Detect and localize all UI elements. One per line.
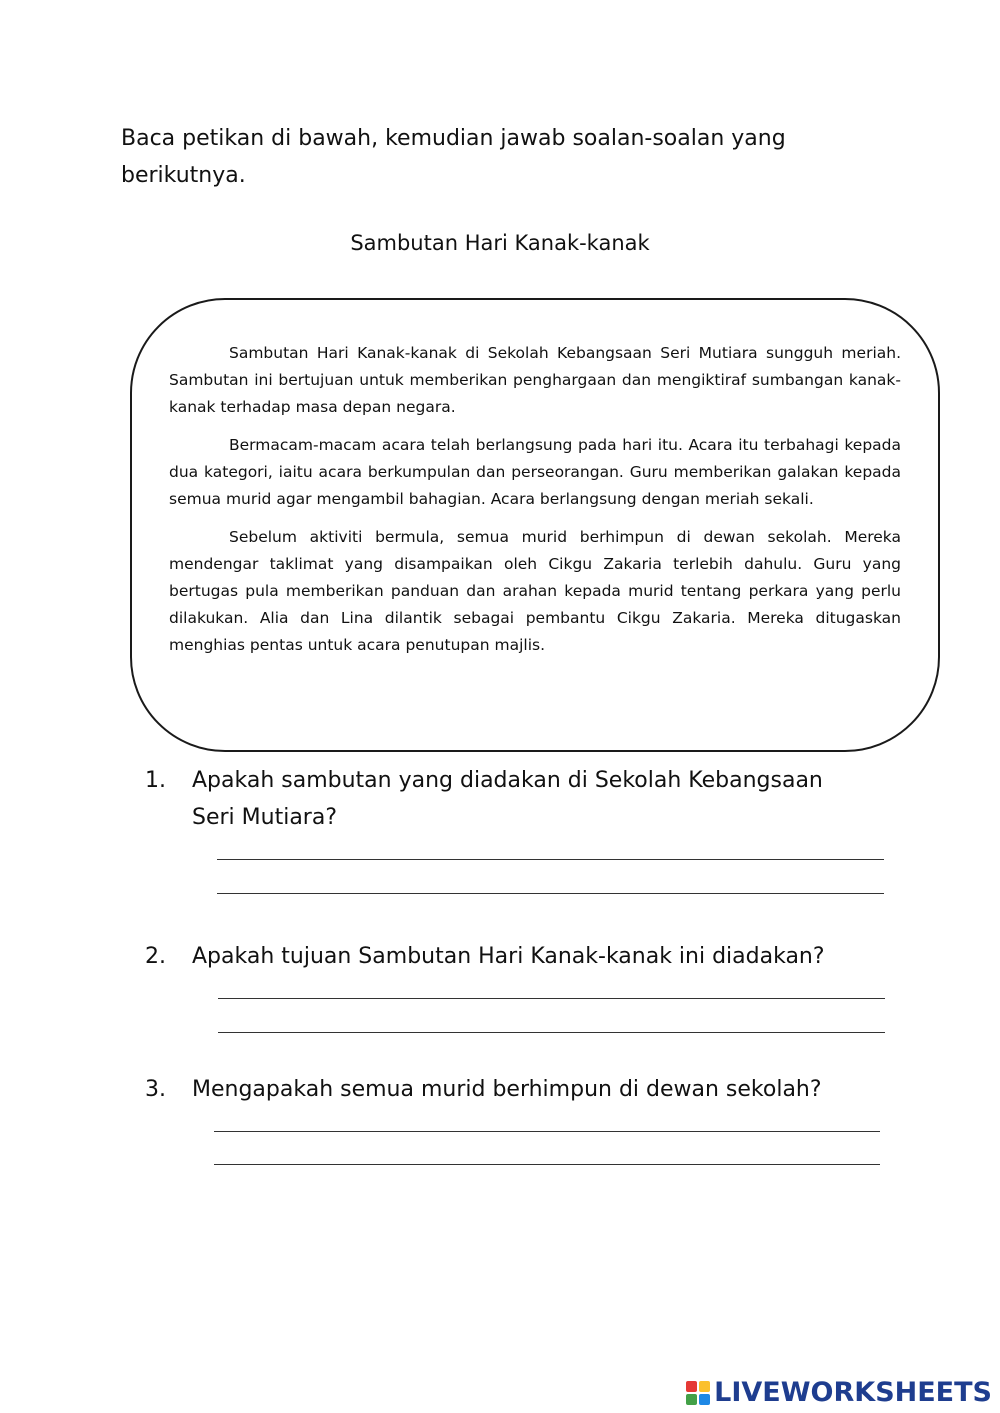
- question-number: 1.: [145, 768, 166, 793]
- passage-paragraph-1: Sambutan Hari Kanak-kanak di Sekolah Kebangsaan Seri Mutiara sungguh meriah. Sambutan ini bertujuan untuk memberikan penghargaan dan mengiktiraf sumbangan kanak-kanak terhadap masa depan negara.: [169, 344, 901, 416]
- passage-paragraph-3: Sebelum aktiviti bermula, semua murid berhimpun di dewan sekolah. Mereka mendengar taklimat yang disampaikan oleh Cikgu Zakaria terlebih dahulu. Guru yang bertugas pula memberikan panduan dan arahan kepada murid tentang perkara yang perlu dilakukan. Alia dan Lina dilantik sebagai pembantu Cikgu Zakaria. Mereka ditugaskan menghias pentas untuk acara penutupan majlis.: [169, 528, 901, 654]
- logo-text: LIVEWORKSHEETS: [714, 1377, 992, 1408]
- answer-line-2b[interactable]: [218, 1032, 885, 1033]
- answer-line-1a[interactable]: [217, 859, 884, 860]
- question-text: Apakah tujuan Sambutan Hari Kanak-kanak ini diadakan?: [192, 944, 825, 969]
- answer-line-1b[interactable]: [217, 893, 884, 894]
- question-text: Mengapakah semua murid berhimpun di dewan sekolah?: [192, 1077, 822, 1102]
- answer-line-2a[interactable]: [218, 998, 885, 999]
- question-3: [145, 1071, 905, 1108]
- question-number: 3.: [145, 1077, 166, 1102]
- question-text: Apakah sambutan yang diadakan di Sekolah Kebangsaan Seri Mutiara?: [192, 768, 823, 830]
- answer-line-3b[interactable]: [214, 1164, 880, 1165]
- passage-title: Sambutan Hari Kanak-kanak: [350, 231, 650, 255]
- instruction-text: Baca petikan di bawah, kemudian jawab soalan-soalan yang berikutnya.: [121, 126, 786, 188]
- answer-line-3a[interactable]: [214, 1131, 880, 1132]
- liveworksheets-logo: [686, 1376, 992, 1410]
- question-number: 2.: [145, 944, 166, 969]
- logo-mark-icon: [686, 1381, 710, 1405]
- question-2: [145, 938, 905, 975]
- question-1: [145, 762, 905, 836]
- passage-paragraph-2: Bermacam-macam acara telah berlangsung pada hari itu. Acara itu terbahagi kepada dua kategori, iaitu acara berkumpulan dan perseorangan. Guru memberikan galakan kepada semua murid agar mengambil bahagian. Acara berlangsung dengan meriah sekali.: [169, 436, 901, 508]
- passage-box: [130, 298, 940, 752]
